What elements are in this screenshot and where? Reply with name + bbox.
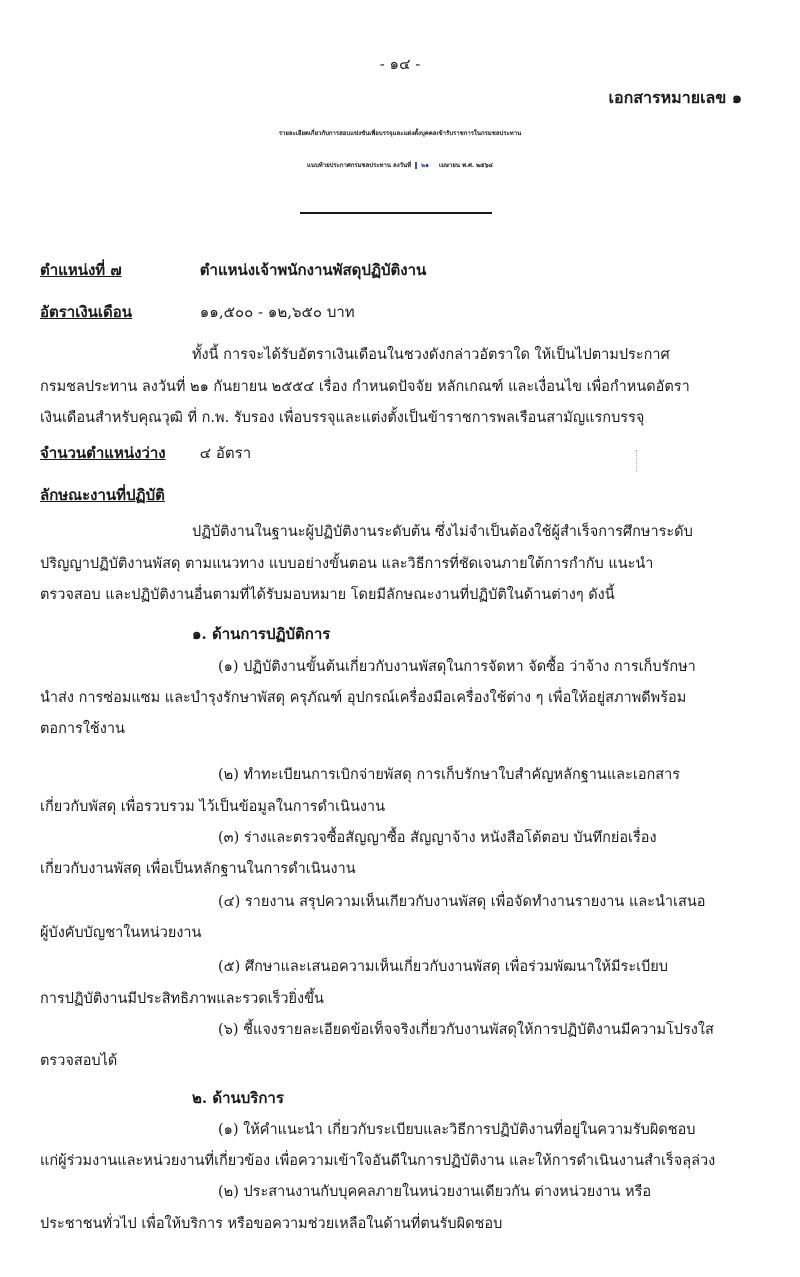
section1-heading: ๑. ด้านการปฏิบัติการ xyxy=(192,625,331,643)
section1-item2-line: เกี่ยวกับพัสดุ เพื่อรวบรวม ไว้เป็นข้อมูลในการดำเนินงาน xyxy=(40,799,385,815)
title-divider xyxy=(300,212,492,214)
document-reference: เอกสารหมายเลข ๑ xyxy=(608,88,742,107)
salary-note-line: กรมชลประทาน ลงวันที่ ๒๑ กันยายน ๒๕๕๔ เรื่อง กำหนดปัจจัย หลักเกณฑ์ และเงื่อนไข เพื่อกำหนดอัตรา xyxy=(40,379,690,395)
section1-item4-line: ผู้บังคับบัญชาในหน่วยงาน xyxy=(40,925,202,941)
section2-item1-line: แก่ผู้ร่วมงานและหน่วยงานที่เกี่ยวข้อง เพื่อความเข้าใจอันดีในการปฏิบัติงาน และให้การดำเนินงานสำเร็จลุล่วง xyxy=(40,1153,716,1169)
salary-row xyxy=(40,300,760,324)
section1-item6-line: (๖) ชี้แจงรายละเอียดข้อเท็จจริงเกี่ยวกับงานพัสดุให้การปฏิบัติงานมีความโปรงใส xyxy=(218,1022,714,1038)
section1-item1-line: นำส่ง การซ่อมแซม และบำรุงรักษาพัสดุ ครุภัณฑ์ อุปกรณ์เครื่องมือเครื่องใช้ต่าง ๆ เพื่อให้อยู่สภาพดีพร้อม xyxy=(40,690,687,706)
section1-item3-line: (๓) ร่างและตรวจซื้อสัญญาซื้อ สัญญาจ้าง หนังสือโต้ตอบ บันทึกย่อเรื่อง xyxy=(218,830,657,846)
salary-label: อัตราเงินเดือน xyxy=(40,303,133,321)
subtitle-day-handwritten: ๒๑ xyxy=(415,162,435,169)
section1-item6-line: ตรวจสอบได้ xyxy=(40,1053,118,1069)
position-row xyxy=(40,258,760,282)
position-label: ตำแหน่งที่ ๗ xyxy=(40,261,122,279)
section1-item5-line: การปฏิบัติงานมีประสิทธิภาพและรวดเร็วยิ่งขึ้น xyxy=(40,991,324,1007)
section1-item5-line: (๕) ศึกษาและเสนอความเห็นเกี่ยวกับงานพัสดุ เพื่อร่วมพัฒนาให้มีระเบียบ xyxy=(218,959,668,975)
section1-item1-line: (๑) ปฏิบัติงานขั้นต้นเกี่ยวกับงานพัสดุในการจัดหา จัดซื้อ ว่าจ้าง การเก็บรักษา xyxy=(218,659,696,675)
document-title: รายละเอียดเกี่ยวกับการสอบแข่งขันเพื่อบรรจุและแต่งตั้งบุคคลเข้ารับราชการในกรมชลประทาน xyxy=(278,130,522,137)
salary-note-line: ทั้งนี้ การจะได้รับอัตราเงินเดือนในชวงดังกล่าวอัตราใด ให้เป็นไปตามประกาศ xyxy=(192,347,670,363)
section2-heading: ๒. ด้านบริการ xyxy=(192,1089,284,1107)
duties-intro-line: ตรวจสอบ และปฏิบัติงานอื่นตามที่ได้รับมอบหมาย โดยมีลักษณะงานที่ปฏิบัติในด้านต่างๆ ดังนี้ xyxy=(40,587,615,603)
duties-intro-line: ปริญญาปฏิบัติงานพัสดุ ตามแนวทาง แบบอย่างขั้นตอน และวิธีการที่ชัดเจนภายใต้การกำกับ แนะนำ xyxy=(40,556,654,572)
document-subtitle xyxy=(0,160,800,170)
page-number: - ๑๔ - xyxy=(379,55,421,73)
section1-item2-line: (๒) ทำทะเบียนการเบิกจ่ายพัสดุ การเก็บรักษาใบสำคัญหลักฐานและเอกสาร xyxy=(218,767,681,783)
scan-mark xyxy=(636,450,639,472)
salary-note-line: เงินเดือนสำหรับคุณวุฒิ ที่ ก.พ. รับรอง เพื่อบรรจุและแต่งตั้งเป็นข้าราชการพลเรือนสามัญแรกบรรจุ xyxy=(40,410,645,426)
duties-label: ลักษณะงานที่ปฏิบัติ xyxy=(40,486,165,504)
section2-item2-line: (๒) ประสานงานกับบุคคลภายในหน่วยงานเดียวกัน ต่างหน่วยงาน หรือ xyxy=(218,1184,652,1200)
position-value: ตำแหน่งเจ้าพนักงานพัสดุปฏิบัติงาน xyxy=(199,261,427,279)
section2-item2-line: ประชาชนทั่วไป เพื่อให้บริการ หรือขอความช่วยเหลือในด้านที่ตนรับผิดชอบ xyxy=(40,1216,503,1232)
vacancies-value: ๔ อัตรา xyxy=(199,444,252,462)
section1-item4-line: (๔) รายงาน สรุปความเห็นเกียวกับงานพัสดุ เพื่อจัดทำงานรายงาน และนำเสนอ xyxy=(218,894,706,910)
subtitle-suffix: เมษายน พ.ศ. ๒๕๖๔ xyxy=(439,162,493,169)
section1-item1-line: ตอการใช้งาน xyxy=(40,721,125,737)
salary-value: ๑๑,๕๐๐ - ๑๒,๖๕๐ บาท xyxy=(199,303,355,321)
vacancies-row xyxy=(40,441,760,465)
section2-item1-line: (๑) ให้คำแนะนำ เกี่ยวกับระเบียบและวิธีการปฏิบัติงานที่อยู่ในความรับผิดชอบ xyxy=(218,1122,696,1138)
subtitle-prefix: แนบท้ายประกาศกรมชลประทาน ลงวันที่ xyxy=(307,162,412,169)
duties-row xyxy=(40,483,760,507)
section1-item3-line: เกี่ยวกับงานพัสดุ เพื่อเป็นหลักฐานในการดำเนินงาน xyxy=(40,861,356,877)
duties-intro-line: ปฏิบัติงานในฐานะผู้ปฏิบัติงานระดับต้น ซึ่งไม่จำเป็นต้องใช้ผู้สำเร็จการศึกษาระดับ xyxy=(192,524,693,540)
vacancies-label: จำนวนตำแหน่งว่าง xyxy=(40,444,166,462)
